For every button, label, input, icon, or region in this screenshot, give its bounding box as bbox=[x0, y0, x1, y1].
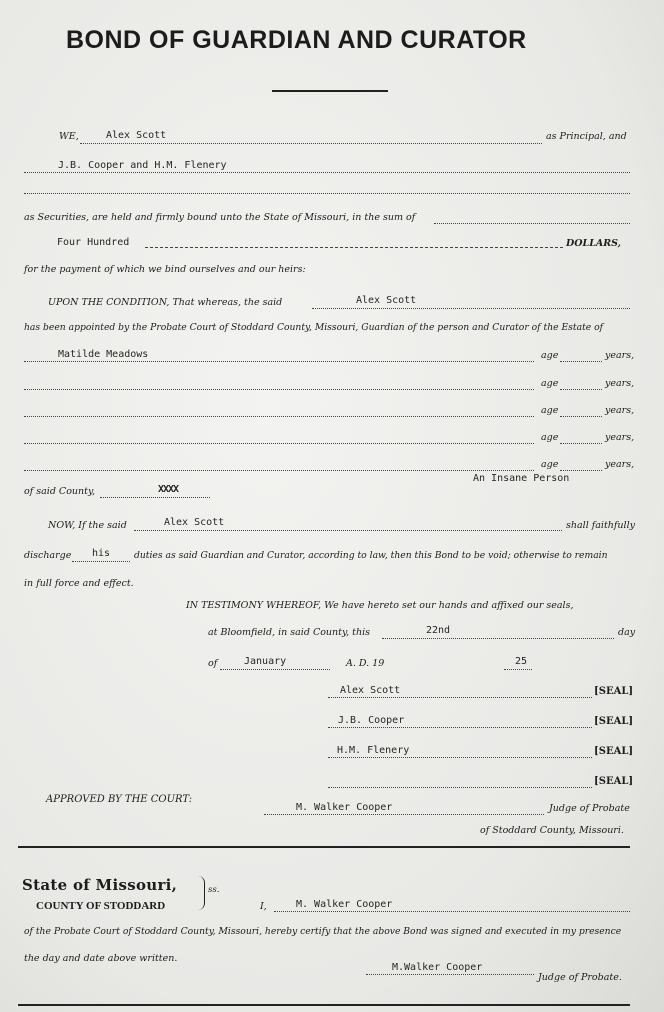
signature-line bbox=[328, 787, 592, 788]
ad-label: A. D. 19 bbox=[346, 658, 385, 669]
of-label: of bbox=[208, 658, 218, 669]
ward-line-5 bbox=[24, 470, 534, 471]
signature-line bbox=[328, 757, 592, 758]
discharge-label: discharge bbox=[24, 550, 72, 561]
month-line bbox=[220, 669, 330, 670]
ward-name: Matilde Meadows bbox=[58, 349, 149, 360]
now-label: NOW, If the said bbox=[48, 520, 127, 531]
age-line-5 bbox=[560, 470, 602, 471]
sum-amount: Four Hundred bbox=[57, 237, 130, 248]
dollars-label: DOLLARS, bbox=[566, 238, 621, 249]
seal-label: [SEAL] bbox=[594, 776, 634, 787]
day-label: day bbox=[618, 627, 636, 638]
state-brace bbox=[198, 876, 205, 910]
certify-text: of the Probate Court of Stoddard County, Missouri, hereby certify that the above Bond was signed and executed in my presence bbox=[24, 926, 622, 937]
appointed-text: has been appointed by the Probate Court of Stoddard County, Missouri, Guardian of the person and Curator of the Estate of bbox=[24, 322, 604, 333]
we-label: WE, bbox=[59, 131, 79, 142]
year-line bbox=[504, 669, 532, 670]
condition-name-line bbox=[312, 308, 630, 309]
approval-judge-title: Judge of Probate bbox=[549, 803, 630, 814]
age-label-5: age bbox=[541, 459, 559, 470]
principal-line bbox=[80, 143, 542, 144]
signature-name: J.B. Cooper bbox=[338, 715, 405, 726]
now-name-line bbox=[134, 530, 562, 531]
ward-line-3 bbox=[24, 416, 534, 417]
years-label-1: years, bbox=[605, 350, 635, 361]
insane-person-note: An Insane Person bbox=[473, 473, 570, 484]
signature-name: Alex Scott bbox=[340, 685, 401, 696]
age-line-3 bbox=[560, 416, 602, 417]
securities-line-1 bbox=[24, 172, 630, 173]
ward-line-1 bbox=[24, 361, 534, 362]
section-divider bbox=[18, 846, 630, 848]
now-name: Alex Scott bbox=[164, 517, 225, 528]
document-title: BOND OF GUARDIAN AND CURATOR bbox=[66, 26, 527, 54]
approval-county-line: of Stoddard County, Missouri. bbox=[480, 825, 624, 836]
pronoun-line bbox=[72, 561, 130, 562]
age-line-1 bbox=[560, 361, 602, 362]
years-label-5: years, bbox=[605, 459, 635, 470]
bound-text: as Securities, are held and firmly bound unto the State of Missouri, in the sum of bbox=[24, 212, 416, 223]
cert-judge-title: Judge of Probate. bbox=[538, 972, 622, 983]
seal-label: [SEAL] bbox=[594, 716, 634, 727]
ward-line-4 bbox=[24, 443, 534, 444]
cert-judge-name: M. Walker Cooper bbox=[296, 899, 393, 910]
cert-signature-line bbox=[366, 974, 534, 975]
approved-label: APPROVED BY THE COURT: bbox=[46, 794, 193, 805]
month-value: January bbox=[244, 656, 287, 667]
county-heading: COUNTY OF STODDARD bbox=[36, 900, 166, 912]
age-label-1: age bbox=[541, 350, 559, 361]
cert-i-label: I, bbox=[260, 901, 267, 912]
seal-label: [SEAL] bbox=[594, 686, 634, 697]
day-value: 22nd bbox=[426, 625, 451, 636]
years-label-3: years, bbox=[605, 405, 635, 416]
approval-judge-name: M. Walker Cooper bbox=[296, 802, 393, 813]
age-label-3: age bbox=[541, 405, 559, 416]
testimony-text: IN TESTIMONY WHEREOF, We have hereto set our hands and affixed our seals, bbox=[186, 600, 574, 611]
securities-line-2 bbox=[24, 193, 630, 194]
state-heading: State of Missouri, bbox=[22, 876, 178, 894]
signature-line bbox=[328, 727, 592, 728]
condition-heading: UPON THE CONDITION, That whereas, the said bbox=[48, 297, 283, 308]
day-line bbox=[382, 638, 614, 639]
sum-line-top bbox=[434, 223, 630, 224]
ss-label: ss. bbox=[208, 885, 220, 895]
title-underline bbox=[272, 90, 388, 92]
years-label-2: years, bbox=[605, 378, 635, 389]
years-label-4: years, bbox=[605, 432, 635, 443]
principal-name: Alex Scott bbox=[106, 130, 167, 141]
signature-line bbox=[328, 697, 592, 698]
payment-text: for the payment of which we bind ourselves and our heirs: bbox=[24, 264, 306, 275]
condition-name: Alex Scott bbox=[356, 295, 417, 306]
county-label: of said County, bbox=[24, 486, 96, 497]
age-label-2: age bbox=[541, 378, 559, 389]
year-value: 25 bbox=[515, 656, 528, 667]
cert-signature: M.Walker Cooper bbox=[392, 962, 483, 973]
duties-text: duties as said Guardian and Curator, according to law, then this Bond to be void; otherwise to remain bbox=[134, 550, 608, 561]
force-text: in full force and effect. bbox=[24, 578, 134, 589]
county-line bbox=[100, 497, 210, 498]
ward-line-2 bbox=[24, 389, 534, 390]
approval-judge-line bbox=[264, 814, 544, 815]
as-principal-label: as Principal, and bbox=[546, 131, 627, 142]
age-line-4 bbox=[560, 443, 602, 444]
signature-name: H.M. Flenery bbox=[337, 745, 410, 756]
seal-label: [SEAL] bbox=[594, 746, 634, 757]
cert-date-text: the day and date above written. bbox=[24, 953, 178, 964]
securities-names: J.B. Cooper and H.M. Flenery bbox=[58, 160, 227, 171]
cert-judge-line bbox=[274, 911, 630, 912]
age-label-4: age bbox=[541, 432, 559, 443]
bottom-rule bbox=[18, 1004, 630, 1006]
age-line-2 bbox=[560, 389, 602, 390]
place-text: at Bloomfield, in said County, this bbox=[208, 627, 370, 638]
faithfully-label: shall faithfully bbox=[566, 520, 635, 531]
sum-dash-line bbox=[145, 247, 563, 248]
pronoun: his bbox=[92, 548, 111, 559]
struck-text: XXXX bbox=[158, 484, 179, 495]
